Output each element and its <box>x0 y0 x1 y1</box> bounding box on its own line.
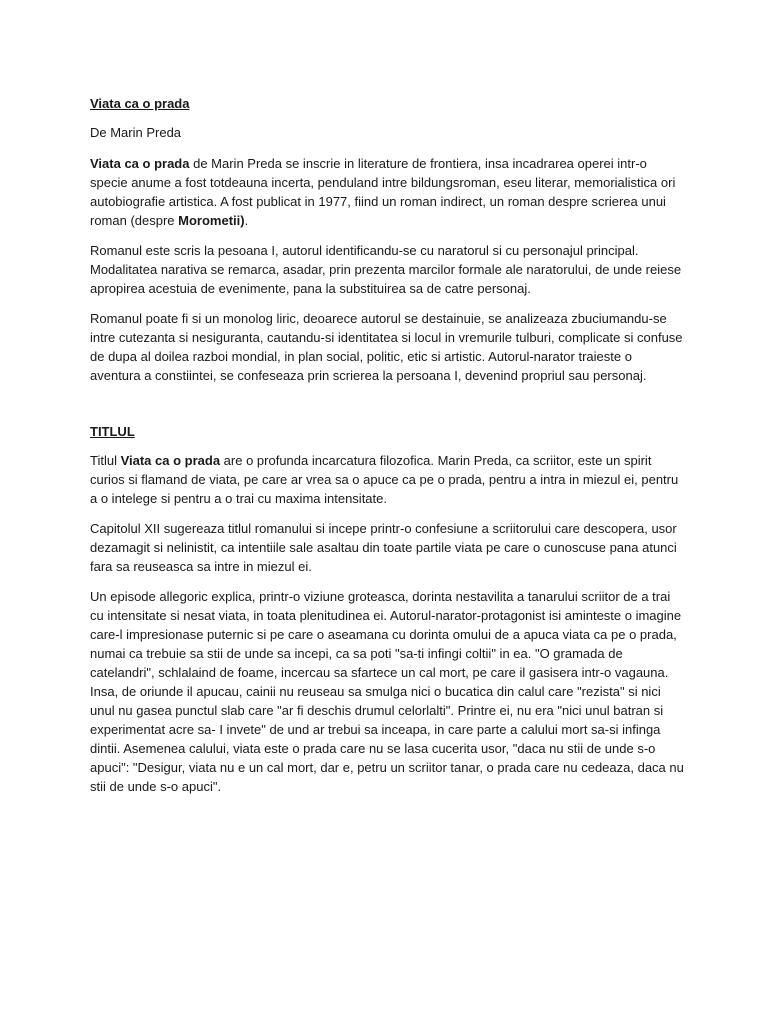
paragraph-intro <box>90 154 684 230</box>
paragraph-text: de Marin Preda se inscrie in literature de frontiera, insa incadrarea operei intr-o specie anume a fost totdeauna incerta, penduland intre bildungsroman, eseu literar, memorialistica ori autobiografie artistica. A fost publicat in 1977, fiind un roman indirect, un roman despre scrierea unui roman (despre <box>90 156 676 228</box>
document-title: Viata ca o prada <box>90 96 190 111</box>
author-line: De Marin Preda <box>90 125 182 140</box>
paragraph-start: Titlul <box>90 453 121 468</box>
bold-title-ref: Viata ca o prada <box>90 156 190 171</box>
paragraph-text: are o profunda incarcatura filozofica. Marin Preda, ca scriitor, este un spirit curios si flamand de viata, pe care ar vrea sa o apuce ca pe o prada, pentru a intra in miezul ei, pentru a o intelege si pentru a o trai cu maxima intensitate. <box>90 453 679 506</box>
bold-novel-ref: Morometii) <box>178 213 245 228</box>
bold-title-ref: Viata ca o prada <box>120 453 221 468</box>
paragraph-monolog: Romanul poate fi si un monolog liric, deoarece autorul se destainuie, se analizeaza zbuciumandu-se intre cutezanta si nesiguranta, cautandu-si identitatea si locul in vremurile tulburi, complicate si confuse de dupa al doilea razboi mondial, in plan social, politic, etic si artistic. Autorul-narator traieste o aventura a constiintei, se confeseaza prin scrierea la persoana I, devenind propriul sau personaj. <box>90 311 683 383</box>
paragraph-title-meaning <box>90 451 684 508</box>
spacer <box>90 396 684 422</box>
paragraph-end: . <box>244 213 249 228</box>
section-heading: TITLUL <box>90 424 135 439</box>
paragraph-episode: Un episode allegoric explica, printr-o viziune groteasca, dorinta nestavilita a tanarului scriitor de a trai cu intensitate si nesat viata, in toata plenitudinea ei. Autorul-narator-protagonist isi aminteste o imagine care-l impresionase puternic si pe care o aseamana cu dorinta omului de a apuca viata ca pe o prada, numai ca trebuie sa stii de unde sa incepi, ca sa poti "sa-ti infingi coltii" in ea. "O gramada de catelandri", schlalaind de foame, incercau sa sfartece un cal mort, pe care il gasisera intr-o vagauna. Insa, de oriunde il apucau, cainii nu reuseau sa smulga nici o bucatica din calul care "rezista" si nici unul nu gasea punctul slab care "ar fi deschis drumul celorlalti". Printre ei, nu era "nici unul batran si experimentat acre sa- I invete" de und ar trebui sa inceapa, in care parte a calului mort sa-si infinga dintii. Asemenea calului, viata este o prada care nu se lasa cucerita usor, "daca nu stii de unde s-o apuci": "Desigur, viata nu e un cal mort, dar e, petru un scriitor tanar, o prada care nu cedeaza, daca nu stii de unde s-o apuci". <box>90 589 684 794</box>
paragraph-narrator: Romanul este scris la pesoana I, autorul identificandu-se cu naratorul si cu personajul principal. Modalitatea narativa se remarca, asadar, prin prezenta marcilor formale ale naratorului, de unde reiese apropirea acestuia de evenimente, pana la substituirea sa de catre personaj. <box>90 243 682 296</box>
paragraph-chapter: Capitolul XII sugereaza titlul romanului si incepe printr-o confesiune a scriitorului care descopera, usor dezamagit si nelinistit, ca intentiile sale asaltau din toate partile viata pe care o cunoscuse pana atunci fara sa reuseasca sa intre in miezul ei. <box>90 521 677 574</box>
